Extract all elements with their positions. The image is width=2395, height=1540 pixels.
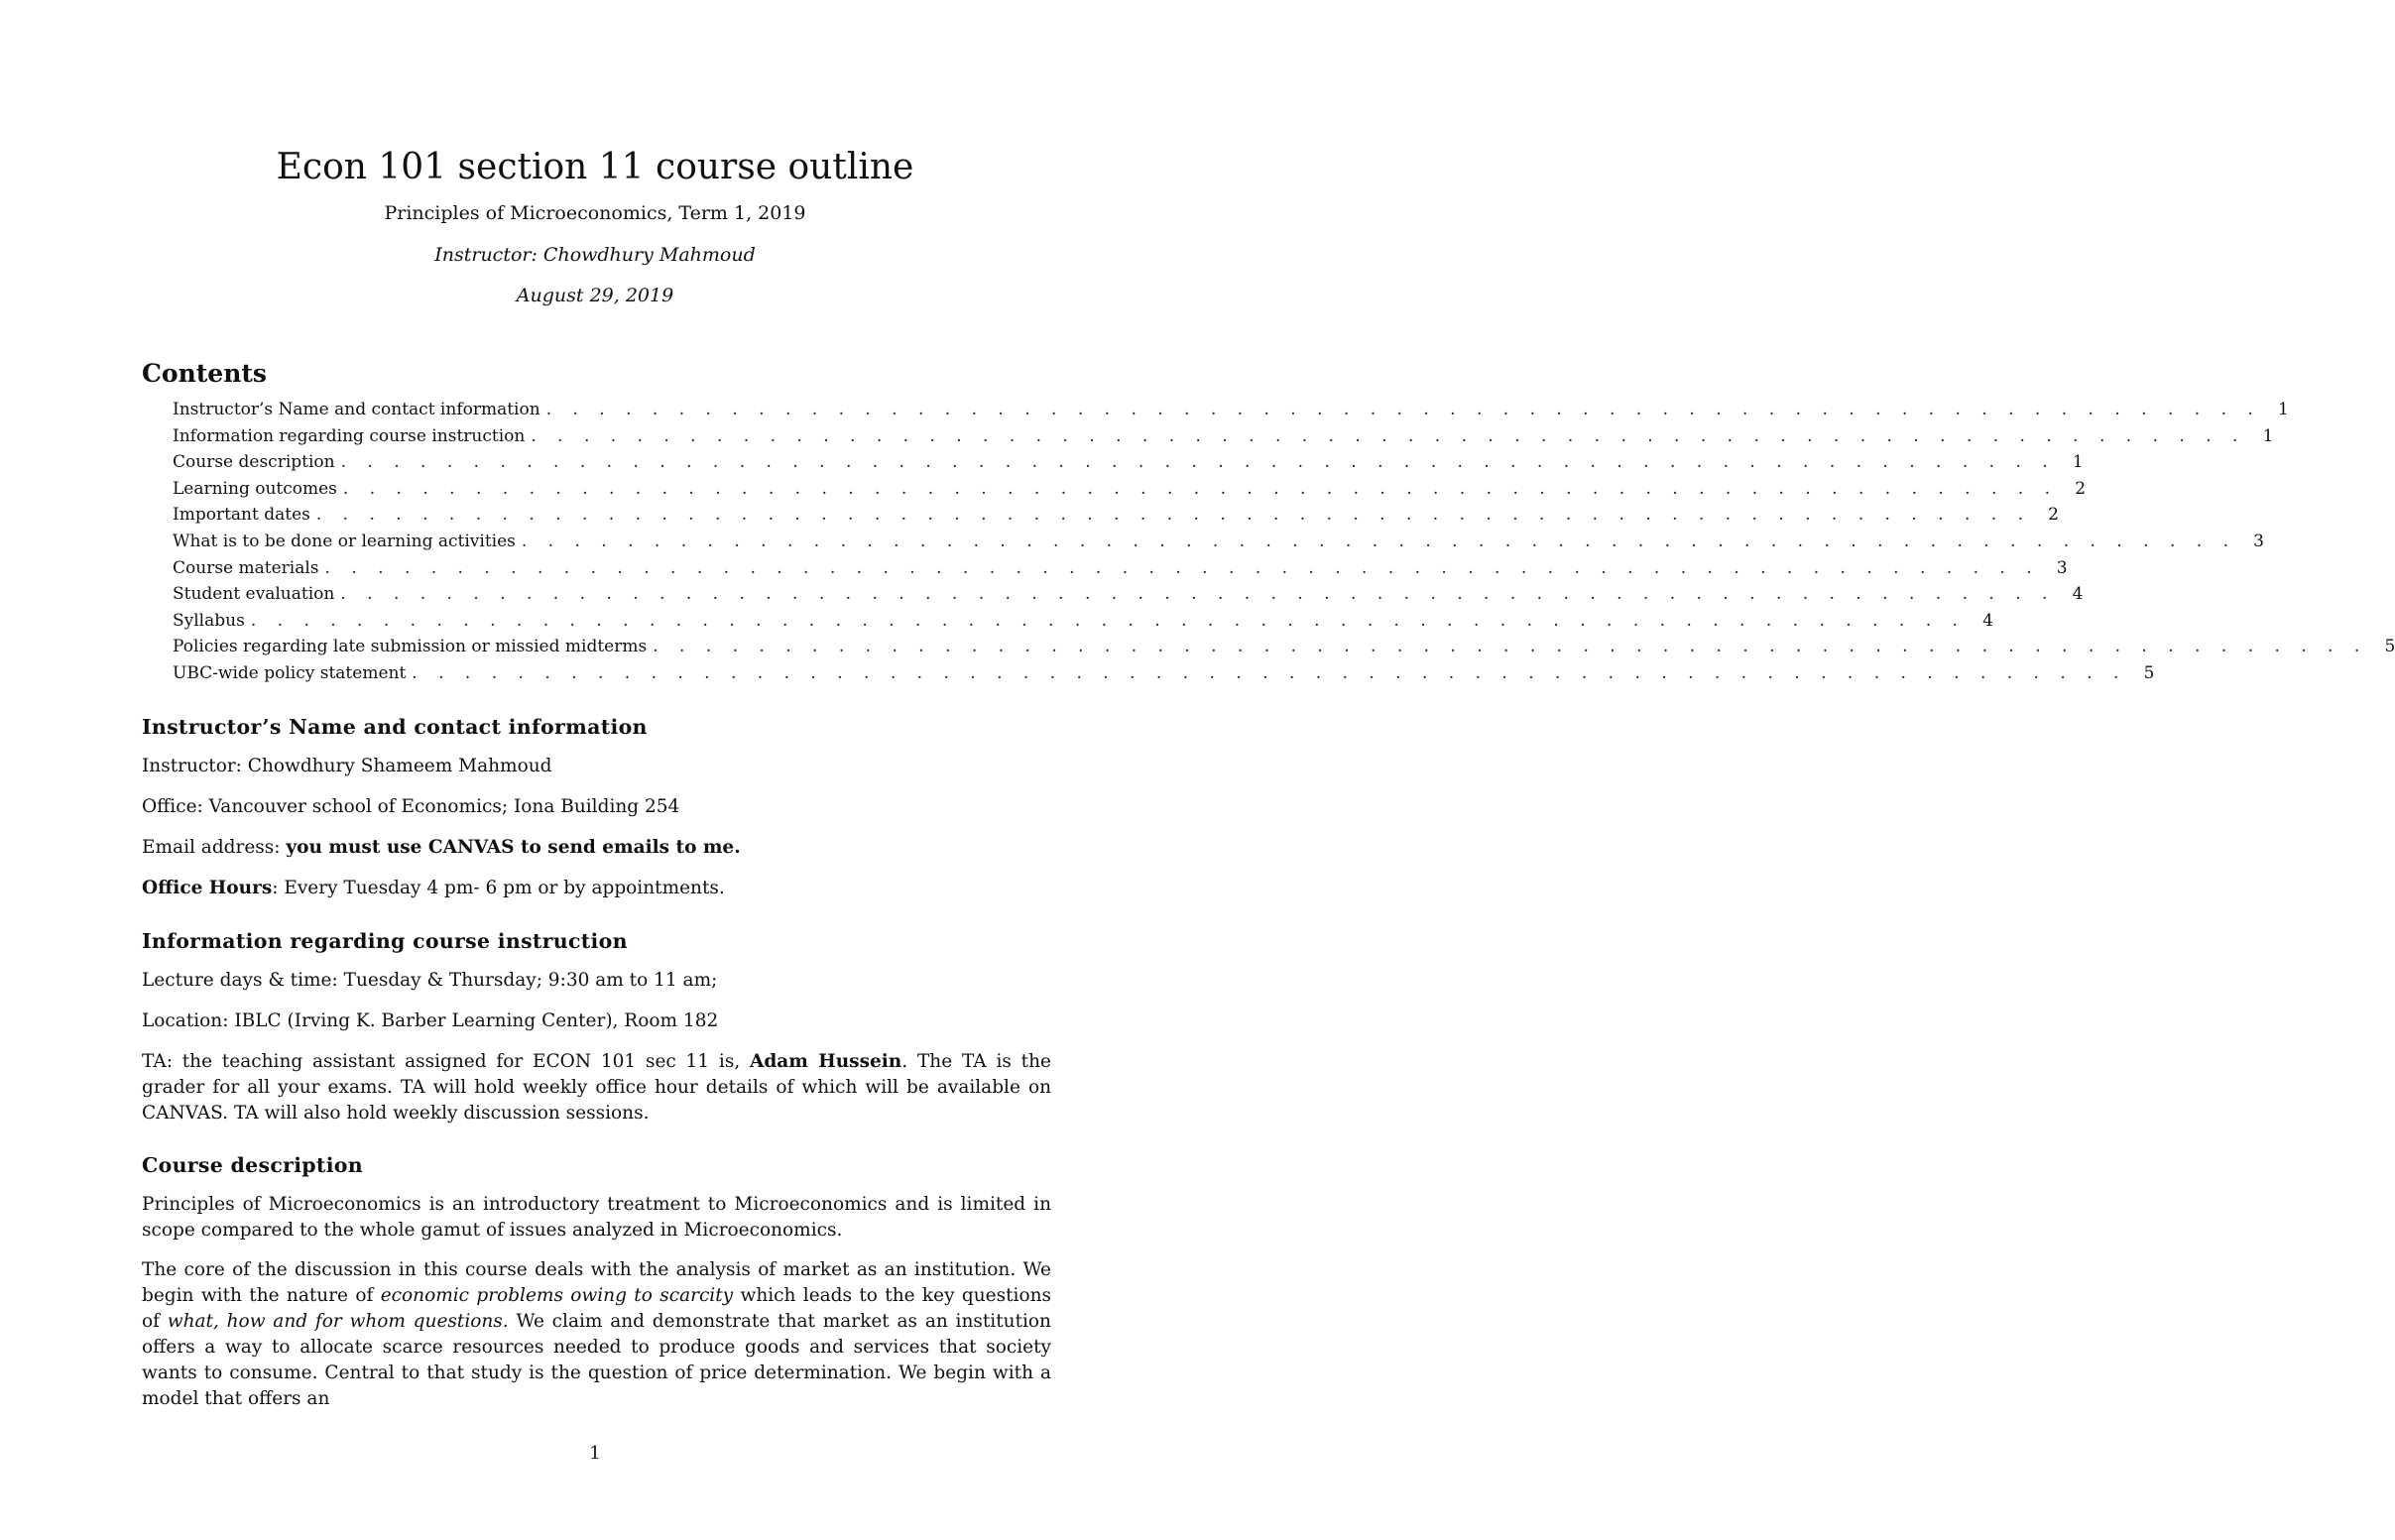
lecture-location: Location: IBLC (Irving K. Barber Learning Center), Room 182 bbox=[142, 1010, 719, 1031]
ta-paragraph bbox=[142, 1049, 1051, 1126]
toc-entry-title: What is to be done or learning activities bbox=[173, 531, 516, 551]
email-label: Email address: bbox=[142, 837, 287, 858]
toc-entry-page: 1 bbox=[2072, 452, 2084, 473]
toc-entry-page: 4 bbox=[1982, 610, 1993, 631]
toc-entry-title: Course description bbox=[173, 452, 335, 473]
toc-leader-dots: . . . . . . . . . . . . . . . . . . . . . . . . . . . . . . . . . . . . . . . . . . . . . . . . . . . . . . . . . . . . . . . . . bbox=[250, 610, 1966, 631]
table-of-contents bbox=[173, 397, 2395, 687]
ta-text-start: TA: the teaching assistant assigned for ECON 101 sec 11 is, bbox=[142, 1051, 751, 1072]
toc-entry-page: 2 bbox=[2075, 478, 2087, 499]
office-hours-value: : Every Tuesday 4 pm- 6 pm or by appointments. bbox=[272, 878, 725, 898]
toc-entry-title: Syllabus bbox=[173, 610, 245, 631]
toc-leader-dots: . . . . . . . . . . . . . . . . . . . . . . . . . . . . . . . . . . . . . . . . . . . . . . . . . . . . . . . . . . . . . . . . . bbox=[324, 557, 2040, 578]
ta-name: Adam Hussein bbox=[750, 1051, 902, 1072]
email-line bbox=[142, 835, 1051, 861]
toc-entry-page: 1 bbox=[2262, 425, 2274, 446]
toc-entry-page: 4 bbox=[2072, 584, 2084, 605]
document-title: Econ 101 section 11 course outline bbox=[276, 147, 914, 187]
toc-leader-dots: . . . . . . . . . . . . . . . . . . . . . . . . . . . . . . . . . . . . . . . . . . . . . . . . . . . . . . . . . . . . . . . . . bbox=[342, 478, 2059, 499]
page-number: 1 bbox=[589, 1443, 601, 1464]
toc-entry[interactable] bbox=[173, 449, 2084, 476]
toc-entry-page: 5 bbox=[2384, 637, 2395, 657]
toc-entry[interactable] bbox=[173, 634, 2395, 660]
toc-entry-title: Learning outcomes bbox=[173, 478, 337, 499]
toc-leader-dots: . . . . . . . . . . . . . . . . . . . . . . . . . . . . . . . . . . . . . . . . . . . . . . . . . . . . . . . . . . . . . . . . . bbox=[340, 584, 2056, 605]
toc-entry[interactable] bbox=[173, 529, 2264, 555]
section-heading-contact: Instructor’s Name and contact information bbox=[142, 715, 648, 739]
toc-entry-page: 3 bbox=[2253, 531, 2264, 551]
instructor-name: Instructor: Chowdhury Shameem Mahmoud bbox=[142, 756, 552, 776]
toc-entry-page: 3 bbox=[2056, 557, 2068, 578]
office-hours-label: Office Hours bbox=[142, 878, 273, 898]
office-location: Office: Vancouver school of Economics; Iona Building 254 bbox=[142, 796, 680, 817]
description-text: The core of the discussion in this course deals with the analysis of market as an institution. We begin with the nature of bbox=[142, 1259, 1051, 1306]
email-instruction: you must use CANVAS to send emails to me. bbox=[286, 837, 741, 858]
toc-entry-title: Important dates bbox=[173, 505, 310, 526]
toc-entry-title: UBC-wide policy statement bbox=[173, 662, 407, 683]
toc-entry-title: Instructor’s Name and contact information bbox=[173, 400, 540, 419]
office-hours-line bbox=[142, 876, 1051, 901]
toc-leader-dots: . . . . . . . . . . . . . . . . . . . . . . . . . . . . . . . . . . . . . . . . . . . . . . . . . . . . . . . . . . . . . . . . . bbox=[521, 531, 2236, 551]
toc-leader-dots: . . . . . . . . . . . . . . . . . . . . . . . . . . . . . . . . . . . . . . . . . . . . . . . . . . . . . . . . . . . . . . . . . bbox=[315, 505, 2031, 526]
toc-entry-title: Student evaluation bbox=[173, 584, 335, 605]
toc-entry-title: Information regarding course instruction bbox=[173, 425, 526, 446]
description-emphasis: what, how and for whom questions. bbox=[167, 1311, 509, 1332]
description-text: which leads to the key questions of bbox=[142, 1285, 1051, 1332]
toc-entry-title: Course materials bbox=[173, 557, 319, 578]
toc-entry[interactable] bbox=[173, 397, 2289, 423]
toc-entry[interactable] bbox=[173, 502, 2059, 529]
toc-entry[interactable] bbox=[173, 423, 2274, 450]
toc-leader-dots: . . . . . . . . . . . . . . . . . . . . . . . . . . . . . . . . . . . . . . . . . . . . . . . . . . . . . . . . . . . . . . . . . bbox=[340, 452, 2056, 473]
description-emphasis: economic problems owing to scarcity bbox=[380, 1285, 734, 1306]
toc-entry-page: 2 bbox=[2048, 505, 2059, 526]
description-paragraph-2 bbox=[142, 1257, 1051, 1412]
author-line: Instructor: Chowdhury Mahmoud bbox=[434, 244, 756, 266]
toc-entry-title: Policies regarding late submission or missied midterms bbox=[173, 637, 648, 657]
toc-entry-page: 1 bbox=[2277, 400, 2289, 419]
toc-leader-dots: . . . . . . . . . . . . . . . . . . . . . . . . . . . . . . . . . . . . . . . . . . . . . . . . . . . . . . . . . . . . . . . . . bbox=[412, 662, 2127, 683]
ta-text-end: . The TA is the grader for all your exams. TA will hold weekly office hour details of which will be available on CANVAS. TA will also hold weekly discussion sessions. bbox=[142, 1051, 1051, 1124]
document-body bbox=[142, 714, 1051, 1426]
lecture-times: Lecture days & time: Tuesday & Thursday; 9:30 am to 11 am; bbox=[142, 970, 718, 991]
description-paragraph-1: Principles of Microeconomics is an introductory treatment to Microeconomics and is limited in scope compared to the whole gamut of issues analyzed in Microeconomics. bbox=[142, 1194, 1051, 1241]
toc-entry[interactable] bbox=[173, 555, 2068, 582]
toc-entry[interactable] bbox=[173, 476, 2087, 503]
document-subtitle: Principles of Microeconomics, Term 1, 2019 bbox=[384, 202, 806, 224]
toc-entry[interactable] bbox=[173, 660, 2155, 687]
date-line: August 29, 2019 bbox=[516, 285, 674, 306]
toc-leader-dots: . . . . . . . . . . . . . . . . . . . . . . . . . . . . . . . . . . . . . . . . . . . . . . . . . . . . . . . . . . . . . . . . . bbox=[653, 637, 2368, 657]
contents-heading: Contents bbox=[142, 359, 268, 388]
toc-leader-dots: . . . . . . . . . . . . . . . . . . . . . . . . . . . . . . . . . . . . . . . . . . . . . . . . . . . . . . . . . . . . . . . . . bbox=[545, 400, 2261, 419]
section-heading-instruction: Information regarding course instruction bbox=[142, 929, 628, 953]
toc-entry-page: 5 bbox=[2143, 662, 2155, 683]
section-heading-description: Course description bbox=[142, 1153, 363, 1177]
toc-leader-dots: . . . . . . . . . . . . . . . . . . . . . . . . . . . . . . . . . . . . . . . . . . . . . . . . . . . . . . . . . . . . . . . . . bbox=[531, 425, 2246, 446]
toc-entry[interactable] bbox=[173, 581, 2084, 608]
toc-entry[interactable] bbox=[173, 608, 1993, 635]
description-text: We claim and demonstrate that market as an institution offers a way to allocate scarce resources needed to produce goods and services that society wants to consume. Central to that study is the question of price determination. We begin with a model that offers an bbox=[142, 1311, 1051, 1409]
